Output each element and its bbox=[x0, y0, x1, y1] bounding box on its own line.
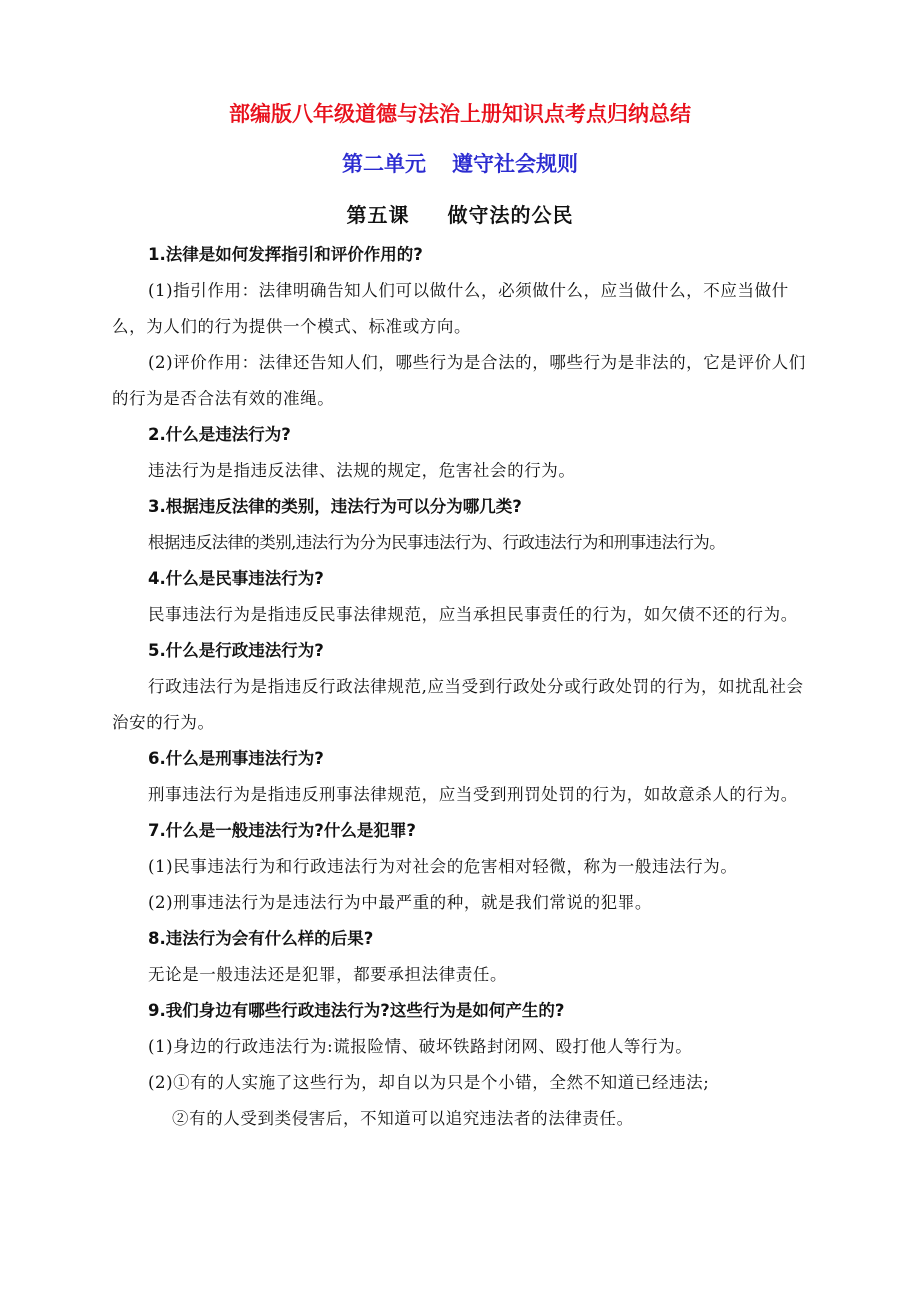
unit-name: 遵守社会规则 bbox=[452, 152, 578, 176]
answer-9-3: ②有的人受到类侵害后，不知道可以追究违法者的法律责任。 bbox=[172, 1109, 634, 1128]
lesson-number: 第五课 bbox=[346, 203, 410, 227]
question-7: 7.什么是一般违法行为?什么是犯罪? bbox=[148, 821, 416, 840]
answer-7-2: (2)刑事违法行为是违法行为中最严重的种，就是我们常说的犯罪。 bbox=[148, 893, 652, 912]
unit-title bbox=[0, 148, 920, 178]
answer-9-2: (2)①有的人实施了这些行为，却自以为只是个小错，全然不知道已经违法; bbox=[148, 1073, 710, 1092]
answer-4-1: 民事违法行为是指违反民事法律规范，应当承担民事责任的行为，如欠债不还的行为。 bbox=[148, 605, 798, 624]
question-9: 9.我们身边有哪些行政违法行为?这些行为是如何产生的? bbox=[148, 1001, 565, 1020]
question-2: 2.什么是违法行为? bbox=[148, 425, 291, 444]
question-5: 5.什么是行政违法行为? bbox=[148, 641, 324, 660]
lesson-name: 做守法的公民 bbox=[447, 203, 574, 227]
question-1: 1.法律是如何发挥指引和评价作用的? bbox=[148, 245, 423, 264]
answer-1-2: (2)评价作用：法律还告知人们，哪些行为是合法的，哪些行为是非法的，它是评价人们的行为是否合法有效的准绳。 bbox=[112, 353, 806, 408]
question-4: 4.什么是民事违法行为? bbox=[148, 569, 324, 588]
answer-1-1: (1)指引作用：法律明确告知人们可以做什么，必须做什么，应当做什么，不应当做什么，为人们的行为提供一个模式、标准或方向。 bbox=[112, 281, 789, 336]
unit-number: 第二单元 bbox=[342, 152, 426, 176]
answer-9-1: (1)身边的行政违法行为:谎报险情、破坏铁路封闭网、殴打他人等行为。 bbox=[148, 1037, 693, 1056]
lesson-title bbox=[0, 199, 920, 228]
answer-2-1: 违法行为是指违反法律、法规的规定，危害社会的行为。 bbox=[148, 461, 576, 480]
answer-8-1: 无论是一般违法还是犯罪，都要承担法律责任。 bbox=[148, 965, 508, 984]
question-3: 3.根据违反法律的类别，违法行为可以分为哪几类? bbox=[148, 497, 522, 516]
main-title: 部编版八年级道德与法治上册知识点考点归纳总结 bbox=[229, 102, 691, 126]
answer-6-1: 刑事违法行为是指违反刑事法律规范，应当受到刑罚处罚的行为，如故意杀人的行为。 bbox=[148, 785, 798, 804]
question-8: 8.违法行为会有什么样的后果? bbox=[148, 929, 374, 948]
content-body bbox=[112, 237, 812, 1137]
answer-3-1: 根据违反法律的类别,违法行为分为民事违法行为、行政违法行为和刑事违法行为。 bbox=[148, 533, 726, 552]
question-6: 6.什么是刑事违法行为? bbox=[148, 749, 324, 768]
answer-5-1: 行政违法行为是指违反行政法律规范,应当受到行政处分或行政处罚的行为，如扰乱社会治安的行为。 bbox=[112, 677, 804, 732]
answer-7-1: (1)民事违法行为和行政违法行为对社会的危害相对轻微，称为一般违法行为。 bbox=[148, 857, 738, 876]
